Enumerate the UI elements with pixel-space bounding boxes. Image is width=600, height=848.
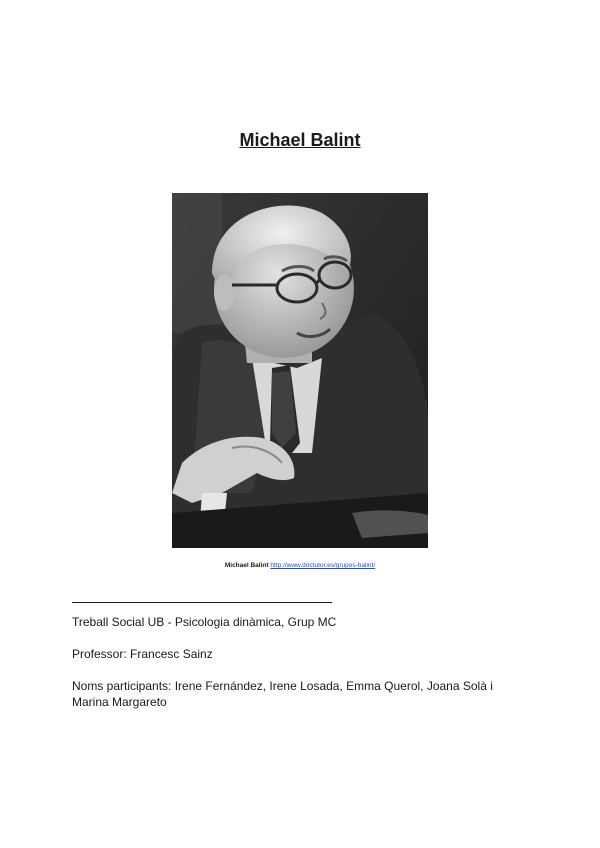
page-title: Michael Balint [239,130,361,150]
portrait-illustration [172,193,428,548]
portrait-photo [172,193,428,548]
course-line: Treball Social UB - Psicologia dinàmica, Grup MC [72,615,337,629]
caption-name: Michael Balint [224,562,269,569]
participants-line: Noms participants: Irene Fernández, Irene Losada, Emma Querol, Joana Solà i [72,679,493,693]
professor-line: Professor: Francesc Sainz [72,647,213,661]
participants-line-continued: Marina Margareto [72,695,167,709]
photo-caption [0,562,600,569]
divider [72,602,332,603]
caption-link[interactable]: http://www.doctutor.es/grupos-balint/ [270,562,376,569]
